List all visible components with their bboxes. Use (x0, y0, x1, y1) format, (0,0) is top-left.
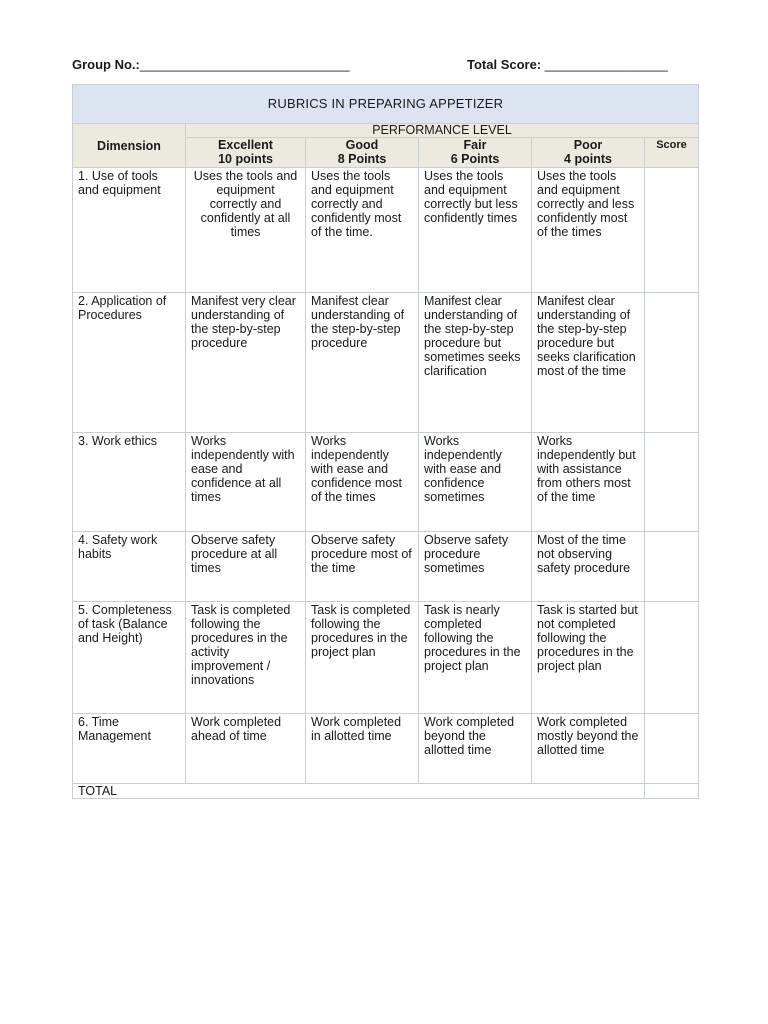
score-cell[interactable] (645, 433, 699, 532)
table-row (73, 602, 699, 714)
table-row (73, 714, 699, 784)
criteria-cell: Task is completed following the procedures in the activity improvement / innovations (186, 602, 306, 714)
criteria-cell: Manifest clear understanding of the step-by-step procedure but sometimes seeks clarification (419, 293, 532, 433)
table-row (73, 433, 699, 532)
criteria-cell: Uses the tools and equipment correctly and confidently most of the time. (306, 168, 419, 293)
level-points: 10 points (218, 152, 273, 166)
level-name: Poor (573, 138, 603, 152)
criteria-cell: Task is completed following the procedures in the project plan (306, 602, 419, 714)
criteria-cell: Work completed in allotted time (306, 714, 419, 784)
total-score-field (467, 57, 668, 72)
dimension-cell: 6. Time Management (73, 714, 186, 784)
level-header-excellent (186, 138, 306, 168)
score-header: Score (645, 138, 699, 168)
score-cell[interactable] (645, 602, 699, 714)
group-number-blank: _____________________________ (139, 57, 350, 72)
dimension-cell: 1. Use of tools and equipment (73, 168, 186, 293)
criteria-cell: Task is nearly completed following the procedures in the project plan (419, 602, 532, 714)
rubric-table (72, 84, 699, 799)
score-cell[interactable] (645, 168, 699, 293)
score-cell[interactable] (645, 293, 699, 433)
total-score-label: Total Score: (467, 57, 542, 72)
criteria-cell: Uses the tools and equipment correctly but less confidently times (419, 168, 532, 293)
criteria-cell: Work completed ahead of time (186, 714, 306, 784)
level-name: Good (345, 138, 379, 152)
criteria-cell: Task is started but not completed following the procedures in the project plan (532, 602, 645, 714)
level-name: Excellent (218, 138, 273, 152)
group-number-label: Group No.: (72, 57, 140, 72)
table-row (73, 293, 699, 433)
score-cell[interactable] (645, 532, 699, 602)
dimension-cell: 5. Completeness of task (Balance and Height) (73, 602, 186, 714)
performance-level-header: PERFORMANCE LEVEL (186, 124, 699, 138)
criteria-cell: Observe safety procedure most of the time (306, 532, 419, 602)
level-header-fair (419, 138, 532, 168)
criteria-cell: Uses the tools and equipment correctly and less confidently most of the times (532, 168, 645, 293)
dimension-header: Dimension (73, 124, 186, 168)
level-points: 6 Points (450, 152, 500, 166)
criteria-cell: Works independently but with assistance from others most of the time (532, 433, 645, 532)
criteria-cell: Observe safety procedure sometimes (419, 532, 532, 602)
criteria-cell: Manifest very clear understanding of the step-by-step procedure (186, 293, 306, 433)
level-name: Fair (463, 138, 487, 152)
criteria-cell: Works independently with ease and confidence sometimes (419, 433, 532, 532)
criteria-cell: Work completed mostly beyond the allotted time (532, 714, 645, 784)
total-score-cell[interactable] (645, 784, 699, 799)
dimension-cell: 2. Application of Procedures (73, 293, 186, 433)
criteria-cell: Works independently with ease and confidence most of the times (306, 433, 419, 532)
total-row (73, 784, 699, 799)
group-number-field (72, 57, 350, 72)
dimension-cell: 4. Safety work habits (73, 532, 186, 602)
dimension-cell: 3. Work ethics (73, 433, 186, 532)
level-header-good (306, 138, 419, 168)
level-points: 8 Points (337, 152, 387, 166)
table-row (73, 532, 699, 602)
level-header-poor (532, 138, 645, 168)
score-cell[interactable] (645, 714, 699, 784)
rubric-title: RUBRICS IN PREPARING APPETIZER (73, 85, 699, 124)
total-label: TOTAL (73, 784, 645, 799)
table-row (73, 168, 699, 293)
criteria-cell: Manifest clear understanding of the step-by-step procedure but seeks clarification most of the time (532, 293, 645, 433)
criteria-cell: Uses the tools and equipment correctly and confidently at all times (186, 168, 306, 293)
criteria-cell: Work completed beyond the allotted time (419, 714, 532, 784)
total-score-blank: _________________ (544, 57, 668, 72)
level-points: 4 points (564, 152, 612, 166)
criteria-cell: Manifest clear understanding of the step-by-step procedure (306, 293, 419, 433)
criteria-cell: Observe safety procedure at all times (186, 532, 306, 602)
criteria-cell: Works independently with ease and confidence at all times (186, 433, 306, 532)
criteria-cell: Most of the time not observing safety procedure (532, 532, 645, 602)
